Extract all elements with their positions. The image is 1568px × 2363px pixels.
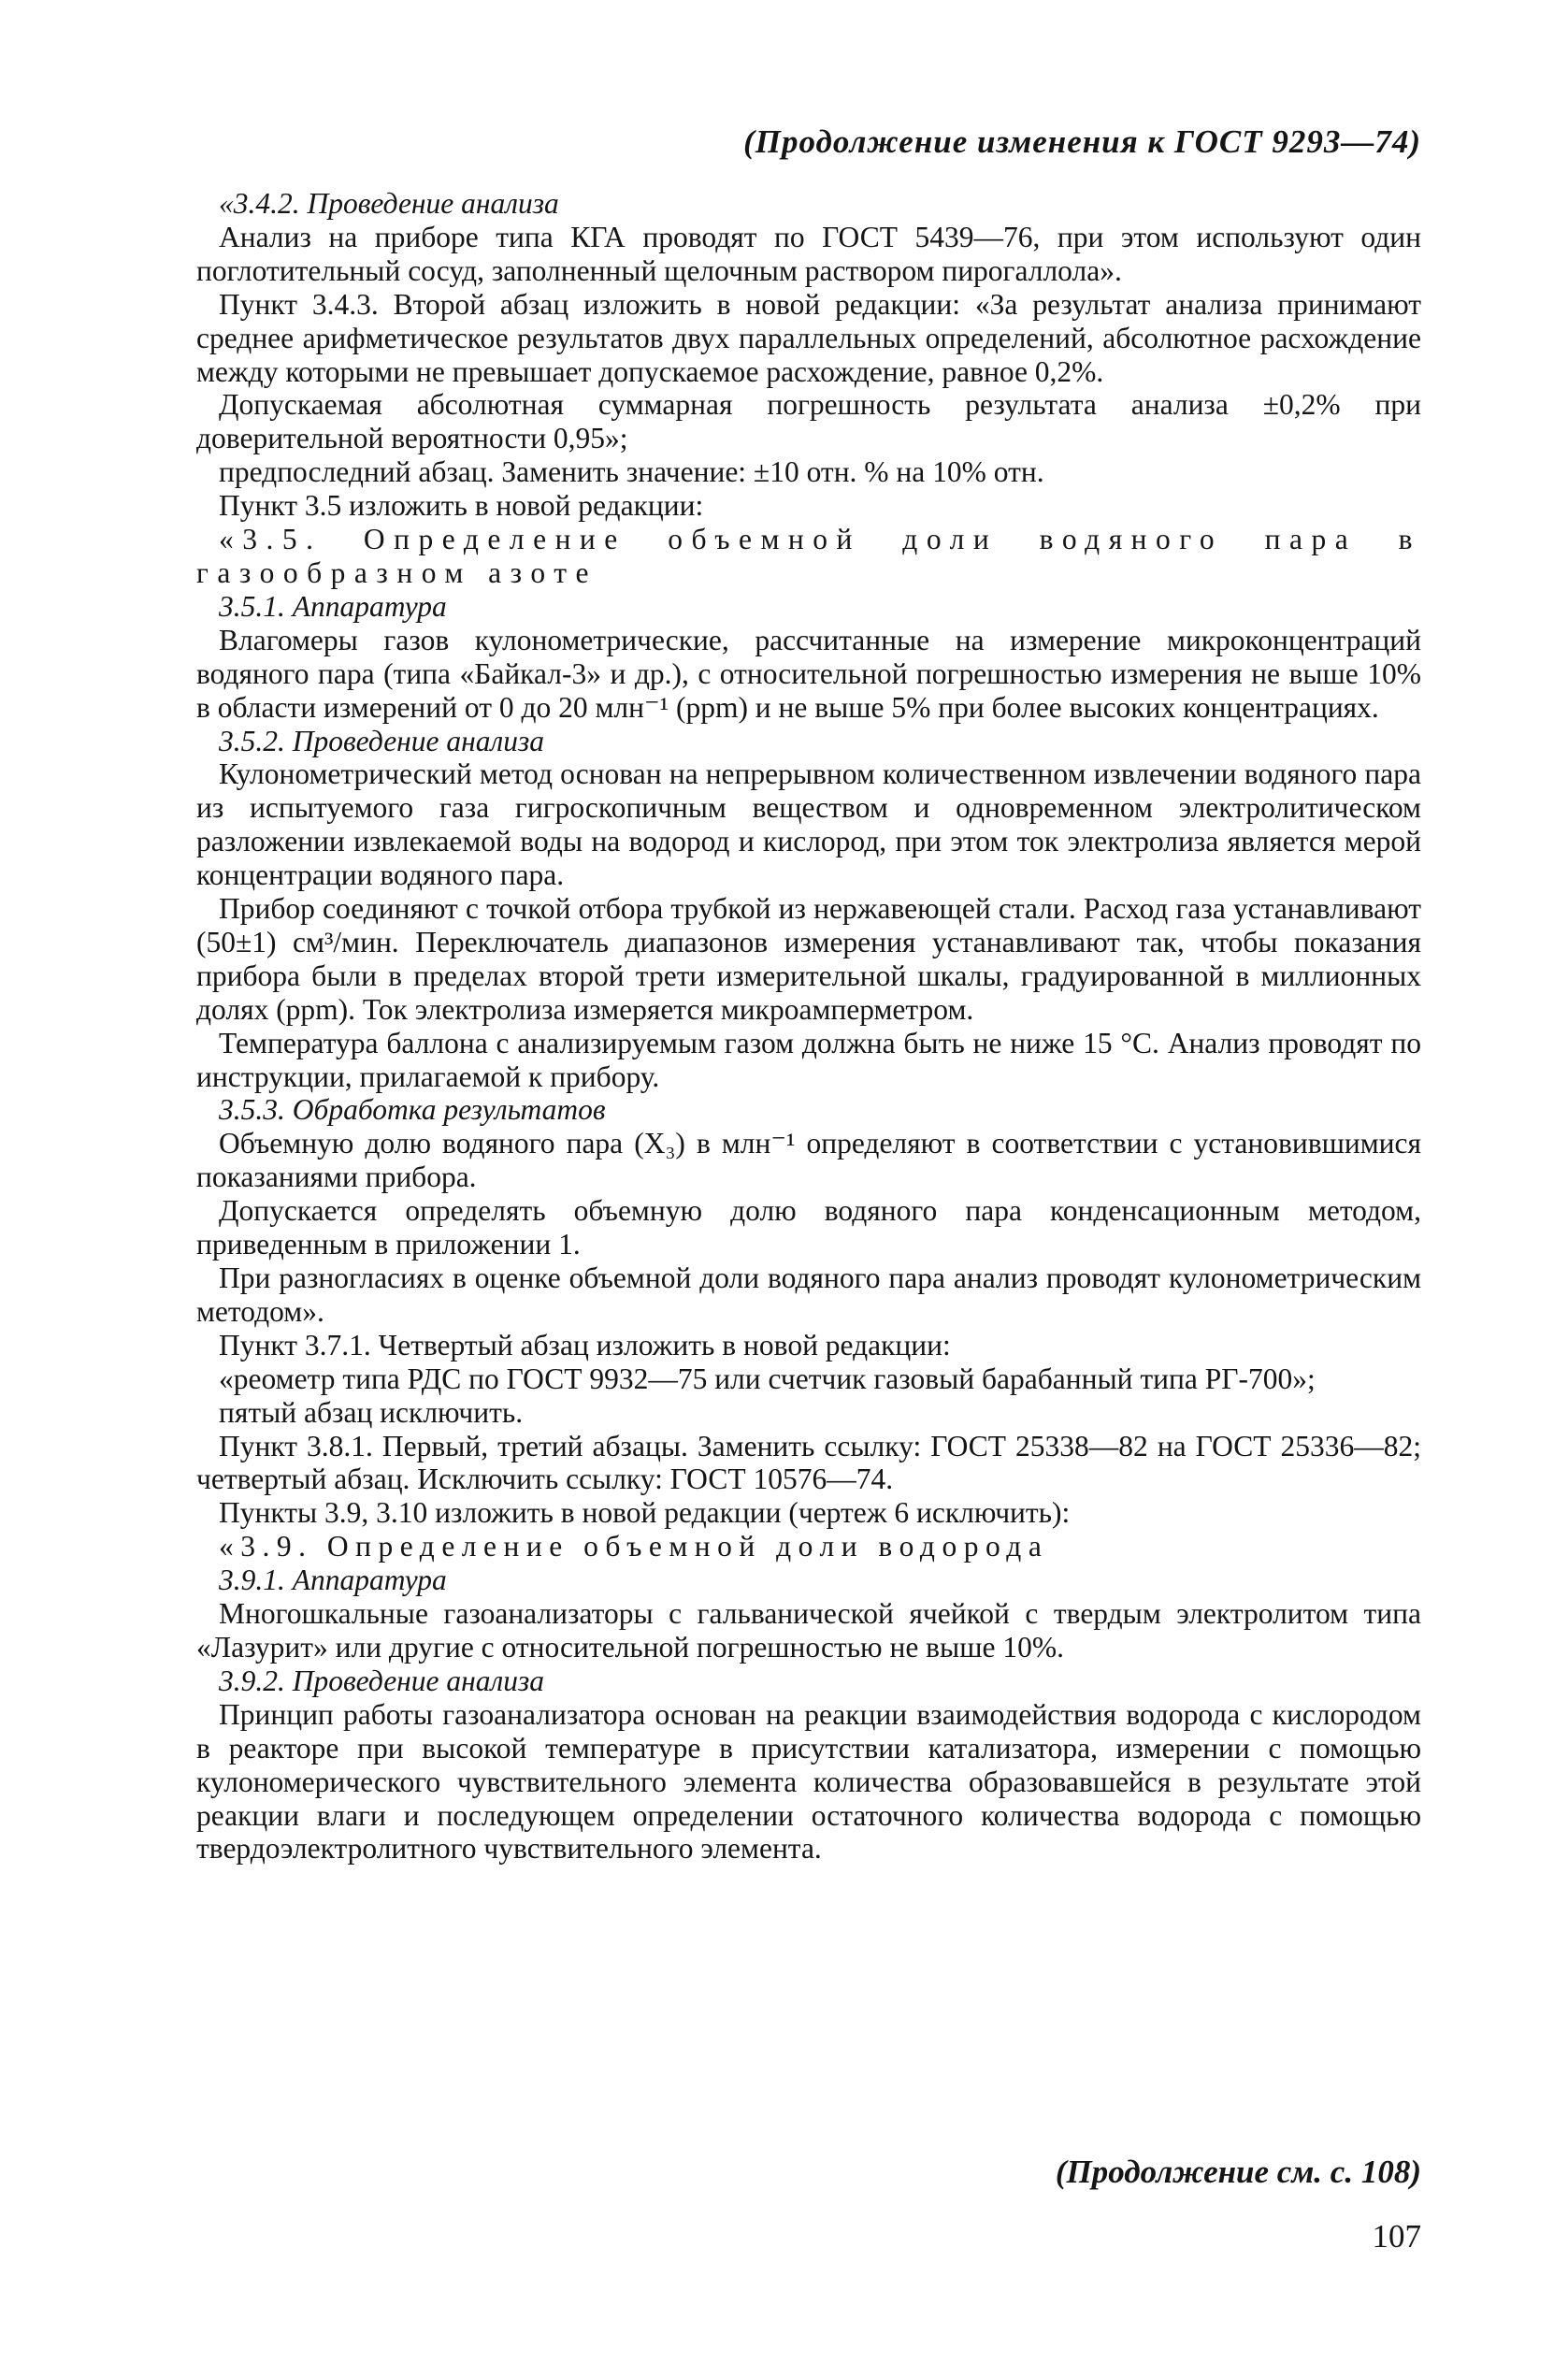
section-title-3-9: «3.9. Определение объемной доли водорода [219,1530,1049,1563]
paragraph-hygrometers: Влагомеры газов кулонометрические, рассчитанные на измерение микроконцентраций водяного пара (типа «Байкал-3» и др.), с относительной погрешностью измерения не выше 10% в области измерений от 0 до 20 млн⁻¹ (ppm) и не выше 5% при более высоких концентрациях. [196,623,1421,724]
continuation-note: (Продолжение см. с. 108) [1055,2154,1421,2190]
running-header: (Продолжение изменения к ГОСТ 9293—74) [743,123,1421,160]
section-heading-3-4-2: «3.4.2. Проведение анализа [219,187,559,220]
paragraph-operating-principle: Принцип работы газоанализатора основан на реакции взаимодействия водорода с кислородом в реакторе при высокой температуре в присутствии катализатора, измерении с помощью кулономерического чувствительного элемента количества образовавшейся в результате этой реакции влаги и последующем определении остаточного количества водорода с помощью твердоэлектролитного чувствительного элемента. [196,1697,1421,1866]
paragraph-temperature: Температура баллона с анализируемым газом должна быть не ниже 15 °С. Анализ проводят по инструкции, прилагаемой к прибору. [196,1026,1421,1093]
page-number: 107 [1372,2218,1421,2255]
section-heading-3-5-3: 3.5.3. Обработка результатов [219,1093,606,1127]
paragraph-tolerance: Допускаемая абсолютная суммарная погрешность результата анализа ±0,2% при доверительной вероятности 0,95»; [196,388,1421,455]
paragraph-3-4-3: Пункт 3.4.3. Второй абзац изложить в новой редакции: «За результат анализа принимают среднее арифметическое результатов двух параллельных определений, абсолютное расхождение между которыми не превышает допускаемое расхождение, равное 0,2%. [196,287,1421,388]
paragraph-volume-fraction: Объемную долю водяного пара (X₃) в млн⁻¹ определяют в соответствии с установившимися показаниями прибора. [196,1127,1421,1194]
paragraph-3-5-intro: Пункт 3.5 изложить в новой редакции: [219,489,704,523]
paragraph-analysis-kga: Анализ на приборе типа КГА проводят по ГОСТ 5439—76, при этом используют один поглотительный сосуд, заполненный щелочным раствором пирогаллола». [196,220,1421,287]
section-heading-3-5-1: 3.5.1. Аппаратура [219,589,447,623]
paragraph-3-7-1: Пункт 3.7.1. Четвертый абзац изложить в новой редакции: [219,1328,951,1362]
paragraph-device-connection: Прибор соединяют с точкой отбора трубкой из нержавеющей стали. Расход газа устанавливают (50±1) см³/мин. Переключатель диапазонов измерения устанавливают так, чтобы показания прибора были в пределах второй трети измерительной шкалы, градуированной в миллионных долях (ppm). Ток электролиза измеряется микроамперметром. [196,892,1421,1026]
section-heading-3-5-2: 3.5.2. Проведение анализа [219,724,545,757]
section-title-3-5: «3.5. Определение объемной доли водяного пара в газообразном азоте [196,523,1421,589]
paragraph-gas-analyzers: Многошкальные газоанализаторы с гальванической ячейкой с твердым электролитом типа «Лазурит» или другие с относительной погрешностью не выше 10%. [196,1597,1421,1664]
paragraph-condensation-method: Допускается определять объемную долю водяного пара конденсационным методом, приведенным в приложении 1. [196,1194,1421,1261]
paragraph-3-8-1: Пункт 3.8.1. Первый, третий абзацы. Заменить ссылку: ГОСТ 25338—82 на ГОСТ 25336—82; четвертый абзац. Исключить ссылку: ГОСТ 10576—74. [196,1429,1421,1496]
paragraph-disagreements: При разногласиях в оценке объемной доли водяного пара анализ проводят кулонометрическим методом». [196,1261,1421,1328]
paragraph-3-9-3-10: Пункты 3.9, 3.10 изложить в новой редакции (чертеж 6 исключить): [219,1496,1071,1530]
paragraph-penultimate: предпоследний абзац. Заменить значение: ±10 отн. % на 10% отн. [219,455,1044,489]
body-text [196,187,1421,1866]
paragraph-coulometric-method: Кулонометрический метод основан на непрерывном количественном извлечении водяного пара из испытуемого газа гигроскопичным веществом и одновременном электролитическом разложении извлекаемой воды на водород и кислород, при этом ток электролиза является мерой концентрации водяного пара. [196,757,1421,892]
paragraph-fifth-excluded: пятый абзац исключить. [219,1395,524,1429]
section-heading-3-9-2: 3.9.2. Проведение анализа [219,1664,545,1697]
paragraph-rheometer: «реометр типа РДС по ГОСТ 9932—75 или счетчик газовый барабанный типа РГ-700»; [219,1362,1316,1395]
section-heading-3-9-1: 3.9.1. Аппаратура [219,1563,447,1597]
